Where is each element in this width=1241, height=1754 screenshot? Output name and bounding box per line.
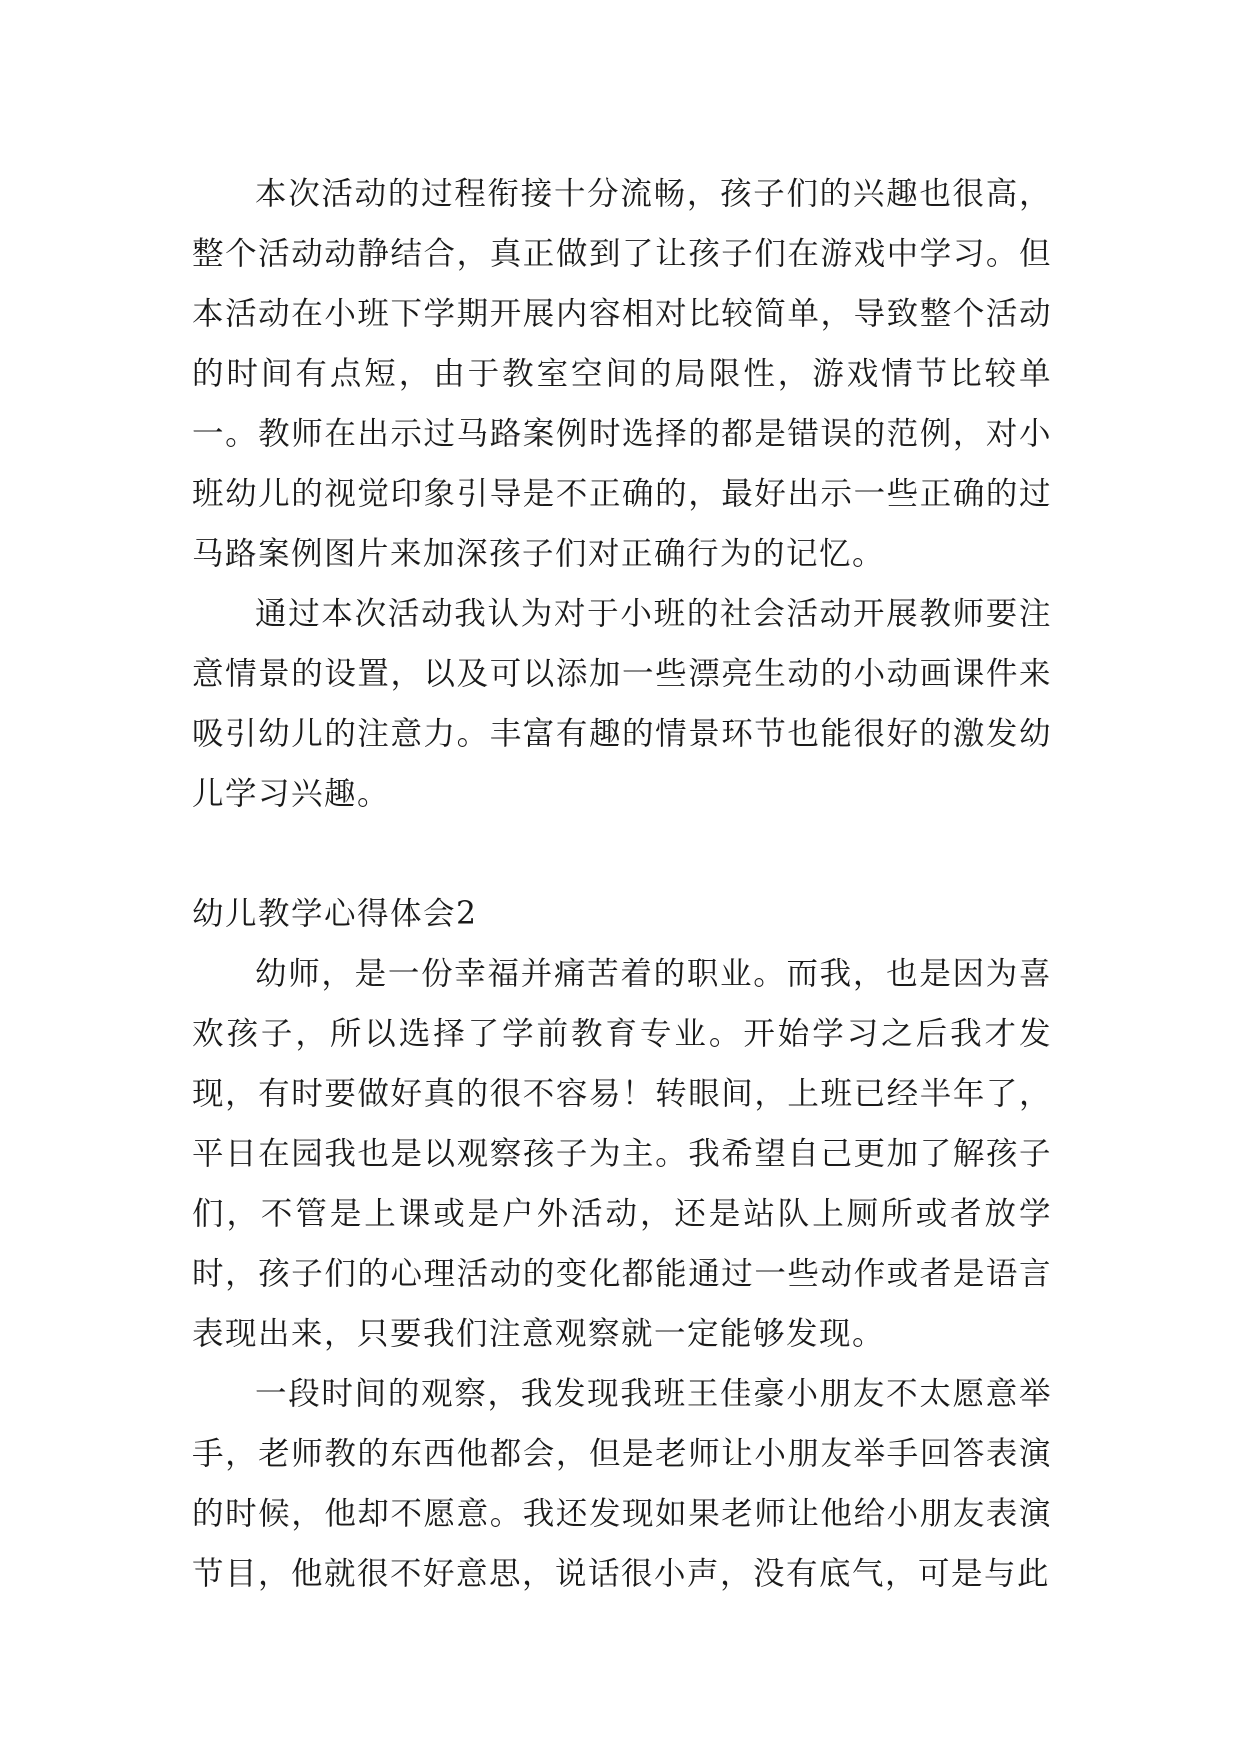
- paragraph-2: 通过本次活动我认为对于小班的社会活动开展教师要注意情景的设置，以及可以添加一些漂亮生动的小动画课件来吸引幼儿的注意力。丰富有趣的情景环节也能很好的激发幼儿学习兴趣。: [192, 596, 1052, 812]
- section-heading: 幼儿教学心得体会2: [192, 896, 478, 932]
- paragraph-3: 幼师，是一份幸福并痛苦着的职业。而我，也是因为喜欢孩子，所以选择了学前教育专业。开始学习之后我才发现，有时要做好真的很不容易！转眼间，上班已经半年了，平日在园我也是以观察孩子为主。我希望自己更加了解孩子们，不管是上课或是户外活动，还是站队上厕所或者放学时，孩子们的心理活动的变化都能通过一些动作或者是语言表现出来，只要我们注意观察就一定能够发现。: [192, 956, 1052, 1352]
- paragraph-4: 一段时间的观察，我发现我班王佳豪小朋友不太愿意举手，老师教的东西他都会，但是老师让小朋友举手回答表演的时候，他却不愿意。我还发现如果老师让他给小朋友表演节目，他就很不好意思，说话很小声，没有底气，可是与此: [192, 1376, 1052, 1592]
- paragraph-1: 本次活动的过程衔接十分流畅，孩子们的兴趣也很高，整个活动动静结合，真正做到了让孩子们在游戏中学习。但本活动在小班下学期开展内容相对比较简单，导致整个活动的时间有点短，由于教室空间的局限性，游戏情节比较单一。教师在出示过马路案例时选择的都是错误的范例，对小班幼儿的视觉印象引导是不正确的，最好出示一些正确的过马路案例图片来加深孩子们对正确行为的记忆。: [192, 176, 1052, 572]
- document-page: [192, 164, 1052, 1604]
